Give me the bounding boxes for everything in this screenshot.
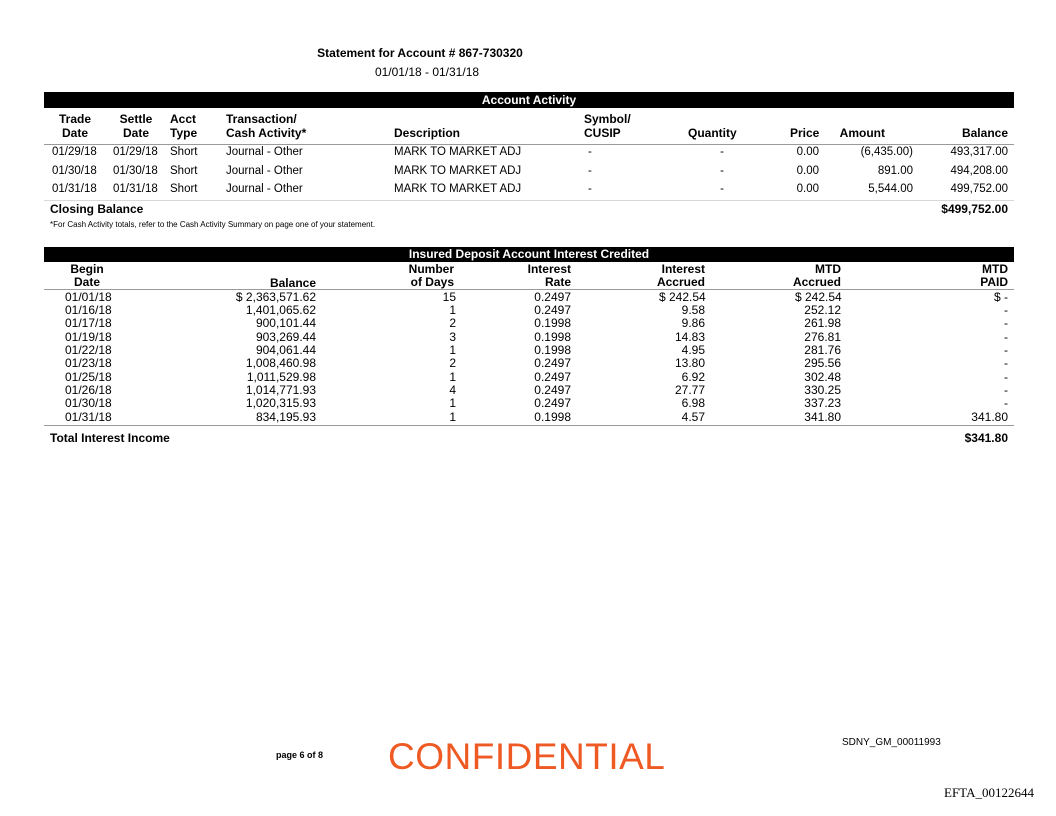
accrued-cell: 6.98 xyxy=(681,396,705,410)
accrued-cell: 4.95 xyxy=(681,343,705,357)
mtd-accrued-cell: 341.80 xyxy=(804,410,841,424)
statement-title: Statement for Account # 867-730320 xyxy=(317,46,523,60)
accrued-cell: 4.57 xyxy=(681,410,705,424)
rate-cell: 0.1998 xyxy=(534,410,571,424)
total-interest-value: $341.80 xyxy=(964,431,1008,445)
quantity-cell: - xyxy=(720,146,724,158)
symbol-cell: - xyxy=(588,183,592,195)
balance-cell: 900,101.44 xyxy=(255,316,316,330)
days-cell: 15 xyxy=(442,290,456,304)
col-transaction: Transaction/ Cash Activity* xyxy=(226,112,307,140)
rate-cell: 0.2497 xyxy=(534,303,571,317)
col-amount: Amount xyxy=(839,126,885,140)
col-quantity: Quantity xyxy=(688,126,737,140)
rate-cell: 0.2497 xyxy=(534,370,571,384)
table-row xyxy=(44,384,1014,397)
begin-date-cell: 01/19/18 xyxy=(65,330,112,344)
trade-date-cell: 01/29/18 xyxy=(52,146,97,158)
insured-deposit-bottom-rule xyxy=(44,425,1014,426)
settle-date-cell: 01/29/18 xyxy=(113,146,158,158)
col-accrued: Interest Accrued xyxy=(656,262,705,289)
days-cell: 2 xyxy=(449,316,456,330)
symbol-cell: - xyxy=(588,146,592,158)
days-cell: 1 xyxy=(449,343,456,357)
account-activity-column-headers xyxy=(44,112,1014,145)
col-rate: Interest Rate xyxy=(527,262,571,289)
col-acct-type: Acct Type xyxy=(170,112,198,140)
quantity-cell: - xyxy=(720,183,724,195)
col-mtd-accrued: MTD Accrued xyxy=(792,262,841,289)
accrued-cell: $ 242.54 xyxy=(659,290,706,304)
rate-cell: 0.2497 xyxy=(534,383,571,397)
col-balance: Balance xyxy=(269,276,316,290)
col-days: Number of Days xyxy=(408,262,454,289)
mtd-accrued-cell: 337.23 xyxy=(804,396,841,410)
table-row xyxy=(44,411,1014,424)
efta-number: EFTA_00122644 xyxy=(944,785,1034,800)
accrued-cell: 27.77 xyxy=(674,383,705,397)
trade-date-cell: 01/30/18 xyxy=(52,165,97,177)
days-cell: 3 xyxy=(449,330,456,344)
insured-deposit-column-headers xyxy=(44,263,1014,290)
accrued-cell: 9.58 xyxy=(681,303,705,317)
amount-cell: 5,544.00 xyxy=(868,183,913,195)
settle-date-cell: 01/31/18 xyxy=(113,183,158,195)
description-cell: MARK TO MARKET ADJ xyxy=(394,146,522,158)
begin-date-cell: 01/17/18 xyxy=(65,316,112,330)
table-row xyxy=(44,317,1014,330)
balance-cell: 834,195.93 xyxy=(255,410,316,424)
table-row xyxy=(44,164,1014,182)
balance-cell: 493,317.00 xyxy=(950,146,1008,158)
col-price: Price xyxy=(790,126,820,140)
mtd-paid-cell: - xyxy=(1004,383,1008,397)
begin-date-cell: 01/25/18 xyxy=(65,370,112,384)
balance-cell: $ 2,363,571.62 xyxy=(235,290,316,304)
insured-deposit-header-bar: Insured Deposit Account Interest Credited xyxy=(44,247,1014,262)
rate-cell: 0.2497 xyxy=(534,290,571,304)
col-mtd-paid: MTD PAID xyxy=(980,262,1008,289)
balance-cell: 499,752.00 xyxy=(950,183,1008,195)
rate-cell: 0.2497 xyxy=(534,396,571,410)
mtd-accrued-cell: 252.12 xyxy=(804,303,841,317)
total-interest-label: Total Interest Income xyxy=(50,431,170,445)
trade-date-cell: 01/31/18 xyxy=(52,183,97,195)
mtd-paid-cell: - xyxy=(1004,330,1008,344)
table-row xyxy=(44,291,1014,304)
accrued-cell: 13.80 xyxy=(674,356,705,370)
col-begin-date: Begin Date xyxy=(70,262,104,289)
symbol-cell: - xyxy=(588,165,592,177)
cash-activity-footnote: *For Cash Activity totals, refer to the Cash Activity Summary on page one of your statement. xyxy=(50,220,376,229)
mtd-paid-cell: - xyxy=(1004,396,1008,410)
table-row xyxy=(44,331,1014,344)
accrued-cell: 14.83 xyxy=(674,330,705,344)
mtd-accrued-cell: 330.25 xyxy=(804,383,841,397)
col-symbol: Symbol/ CUSIP xyxy=(584,112,631,140)
rate-cell: 0.1998 xyxy=(534,330,571,344)
mtd-accrued-cell: 276.81 xyxy=(804,330,841,344)
mtd-accrued-cell: 295.56 xyxy=(804,356,841,370)
closing-balance-label: Closing Balance xyxy=(50,202,144,216)
mtd-paid-cell: - xyxy=(1004,343,1008,357)
total-interest-row xyxy=(44,431,1014,447)
table-row xyxy=(44,145,1014,163)
balance-cell: 1,008,460.98 xyxy=(245,356,316,370)
mtd-paid-cell: - xyxy=(1004,303,1008,317)
closing-balance-value: $499,752.00 xyxy=(941,202,1008,216)
mtd-paid-cell: - xyxy=(1004,316,1008,330)
days-cell: 4 xyxy=(449,383,456,397)
begin-date-cell: 01/31/18 xyxy=(65,410,112,424)
table-row xyxy=(44,371,1014,384)
description-cell: MARK TO MARKET ADJ xyxy=(394,183,522,195)
col-trade-date: Trade Date xyxy=(58,112,91,140)
rate-cell: 0.1998 xyxy=(534,343,571,357)
table-row xyxy=(44,304,1014,317)
acct-type-cell: Short xyxy=(170,165,198,177)
quantity-cell: - xyxy=(720,165,724,177)
accrued-cell: 9.86 xyxy=(681,316,705,330)
table-row xyxy=(44,357,1014,370)
balance-cell: 904,061.44 xyxy=(255,343,316,357)
mtd-accrued-cell: 281.76 xyxy=(804,343,841,357)
page-number: page 6 of 8 xyxy=(276,750,324,760)
confidential-stamp: CONFIDENTIAL xyxy=(388,736,666,777)
closing-balance-row xyxy=(44,200,1014,216)
col-settle-date: Settle Date xyxy=(119,112,153,140)
transaction-cell: Journal - Other xyxy=(226,165,303,177)
mtd-accrued-cell: 261.98 xyxy=(804,316,841,330)
begin-date-cell: 01/01/18 xyxy=(65,290,112,304)
mtd-paid-cell: $ - xyxy=(993,290,1008,304)
balance-cell: 903,269.44 xyxy=(255,330,316,344)
acct-type-cell: Short xyxy=(170,183,198,195)
amount-cell: (6,435.00) xyxy=(860,146,913,158)
table-row xyxy=(44,182,1014,200)
days-cell: 1 xyxy=(449,303,456,317)
begin-date-cell: 01/30/18 xyxy=(65,396,112,410)
begin-date-cell: 01/22/18 xyxy=(65,343,112,357)
balance-cell: 1,401,065.62 xyxy=(245,303,316,317)
balance-cell: 1,014,771.93 xyxy=(245,383,316,397)
balance-cell: 1,020,315.93 xyxy=(245,396,316,410)
price-cell: 0.00 xyxy=(796,183,819,195)
balance-cell: 1,011,529.98 xyxy=(246,370,316,384)
accrued-cell: 6.92 xyxy=(681,370,705,384)
transaction-cell: Journal - Other xyxy=(226,183,303,195)
balance-cell: 494,208.00 xyxy=(950,165,1008,177)
transaction-cell: Journal - Other xyxy=(226,146,303,158)
begin-date-cell: 01/16/18 xyxy=(65,303,112,317)
rate-cell: 0.1998 xyxy=(534,316,571,330)
account-activity-header-bar: Account Activity xyxy=(44,92,1014,108)
description-cell: MARK TO MARKET ADJ xyxy=(394,165,522,177)
days-cell: 1 xyxy=(449,370,456,384)
settle-date-cell: 01/30/18 xyxy=(113,165,158,177)
begin-date-cell: 01/26/18 xyxy=(65,383,112,397)
rate-cell: 0.2497 xyxy=(534,356,571,370)
table-row xyxy=(44,397,1014,410)
table-row xyxy=(44,344,1014,357)
days-cell: 2 xyxy=(449,356,456,370)
col-balance: Balance xyxy=(961,126,1008,140)
bates-number: SDNY_GM_00011993 xyxy=(842,737,941,748)
days-cell: 1 xyxy=(449,410,456,424)
begin-date-cell: 01/23/18 xyxy=(65,356,112,370)
statement-period: 01/01/18 - 01/31/18 xyxy=(374,65,480,79)
mtd-paid-cell: - xyxy=(1004,370,1008,384)
acct-type-cell: Short xyxy=(170,146,198,158)
col-description: Description xyxy=(394,126,461,140)
mtd-paid-cell: - xyxy=(1004,356,1008,370)
mtd-accrued-cell: 302.48 xyxy=(804,370,841,384)
price-cell: 0.00 xyxy=(796,146,819,158)
price-cell: 0.00 xyxy=(796,165,819,177)
amount-cell: 891.00 xyxy=(877,165,913,177)
mtd-accrued-cell: $ 242.54 xyxy=(795,290,842,304)
mtd-paid-cell: 341.80 xyxy=(971,410,1008,424)
days-cell: 1 xyxy=(449,396,456,410)
